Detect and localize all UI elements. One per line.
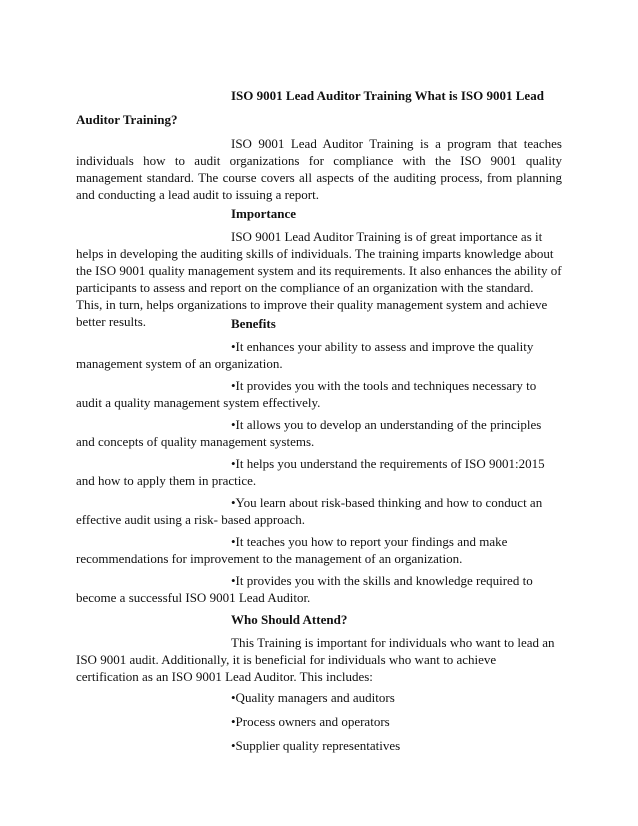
benefit-item: •It allows you to develop an understanding of the principles and concepts of quality management systems.	[76, 417, 542, 449]
intro-paragraph: ISO 9001 Lead Auditor Training is a program that teaches individuals how to audit organizations for compliance with the ISO 9001 quality management standard. The course covers all aspects of the auditing process, from planning and conducting a lead audit to issuing a report.	[76, 136, 562, 202]
benefit-item: •It provides you with the skills and knowledge required to become a successful ISO 9001 Lead Auditor.	[76, 573, 533, 605]
benefit-item: •It provides you with the tools and techniques necessary to audit a quality management system effectively.	[76, 378, 537, 410]
who-should-attend-paragraph: This Training is important for individuals who want to lead an ISO 9001 audit. Additionally, it is beneficial for individuals who want to achieve certification as an ISO 9001 Lead Auditor. This includes:	[76, 635, 555, 684]
attendee-item: •Supplier quality representatives	[231, 738, 401, 753]
benefit-item: •It teaches you how to report your findings and make recommendations for improvement to the management of an organization.	[76, 534, 508, 566]
benefits-heading: Benefits	[231, 316, 276, 331]
importance-paragraph: ISO 9001 Lead Auditor Training is of great importance as it helps in developing the auditing skills of individuals. The training imparts knowledge about the ISO 9001 quality management system and its requirements. It also enhances the ability of participants to assess and report on the compliance of an organization with the standard. This, in turn, helps organizations to improve their quality management system and achieve better results.	[76, 229, 562, 329]
title-line-1: ISO 9001 Lead Auditor Training What is ISO 9001 Lead	[231, 88, 544, 103]
title-line-2: Auditor Training?	[76, 112, 178, 127]
who-should-attend-heading: Who Should Attend?	[231, 612, 348, 627]
benefit-item: •You learn about risk-based thinking and how to conduct an effective audit using a risk- based approach.	[76, 495, 543, 527]
benefit-item: •It enhances your ability to assess and improve the quality management system of an organization.	[76, 339, 534, 371]
attendee-item: •Process owners and operators	[231, 714, 390, 729]
attendee-item: •Quality managers and auditors	[231, 690, 395, 705]
importance-heading: Importance	[231, 206, 296, 221]
benefit-item: •It helps you understand the requirements of ISO 9001:2015 and how to apply them in practice.	[76, 456, 545, 488]
